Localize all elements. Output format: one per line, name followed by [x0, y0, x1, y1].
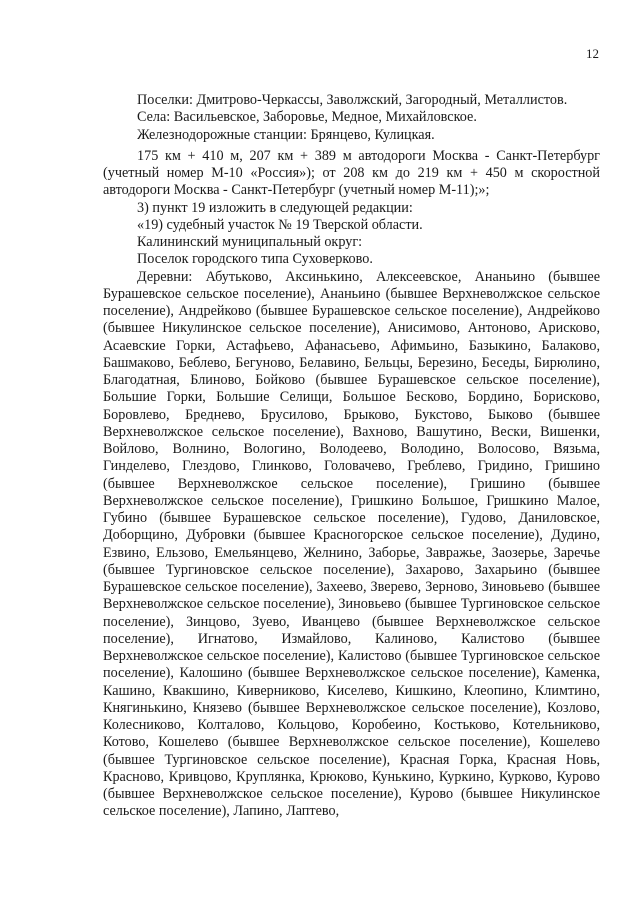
paragraph-highway: 175 км + 410 м, 207 км + 389 м автодороги Москва - Санкт-Петербург (учетный номер М-10 «Россия»); от 208 км до 219 км + 450 м скоростной автодороги Москва - Санкт-Петербург (учетный номер М-11);»;: [103, 147, 600, 199]
paragraph-villages-selo: Села: Васильевское, Заборовье, Медное, Михайловское.: [137, 109, 477, 126]
paragraph-settlements: Поселки: Дмитрово-Черкассы, Заволжский, Загородный, Металлистов.: [137, 92, 568, 108]
document-body: [103, 92, 600, 821]
paragraph-municipal-district: Калининский муниципальный округ:: [137, 234, 363, 250]
paragraph-railway-stations: Железнодорожные станции: Брянцево, Кулицкая.: [137, 126, 435, 143]
paragraph-item-19-intro: 3) пункт 19 изложить в следующей редакции:: [137, 199, 413, 216]
paragraph-urban-settlement: Поселок городского типа Суховерково.: [137, 251, 373, 268]
paragraph-villages-list: Деревни: Абутьково, Аксинькино, Алексеевское, Ананьино (бывшее Бурашевское сельское поселение), Ананьино (бывшее Верхневолжское сельское поселение), Андрейково (бывшее Бурашевское сельское поселение), Андрейково (бывшее Никулинское сельское поселение), Анисимово, Антоново, Арисково, Асаевские Горки, Астафьево, Афанасьево, Афимьино, Базыкино, Балаково, Башмаково, Беблево, Бегуново, Белавино, Бельцы, Березино, Беседы, Бирюлино, Благодатная, Блиново, Бойково (бывшее Бурашевское сельское поселение), Большие Горки, Большие Селищи, Большое Бесково, Бордино, Борисково, Боровлево, Бреднево, Брусилово, Брыково, Букстово, Быково (бывшее Верхневолжское сельское поселение), Вахново, Вашутино, Вески, Вишенки, Войлово, Волнино, Вологино, Володеево, Володино, Волосово, Вязьма, Гинделево, Глездово, Глинково, Головачево, Греблево, Гридино, Гришино (бывшее Верхневолжское сельское поселение), Гришино (бывшее Верхневолжское сельское поселение), Гришкино Большое, Гришкино Малое, Губино (бывшее Бурашевское сельское поселение), Гудово, Даниловское, Доборщино, Дубровки (бывшее Красногорское сельское поселение), Дудино, Езвино, Ельзово, Емельянцево, Желнино, Заборье, Завражье, Заозерье, Заречье (бывшее Тургиновское сельское поселение), Захарово, Захарьино (бывшее Бурашевское сельское поселение), Захеево, Зверево, Зерново, Зиновьево (бывшее Верхневолжское сельское поселение), Зиновьево (бывшее Тургиновское сельское поселение), Зинцово, Зуево, Иванцево (бывшее Верхневолжское сельское поселение), Игнатово, Измайлово, Калиново, Калистово (бывшее Верхневолжское сельское поселение), Калистово (бывшее Тургиновское сельское поселение), Калошино (бывшее Верхневолжское сельское поселение), Каменка, Кашино, Квакшино, Киверниково, Киселево, Кишкино, Клеопино, Климтино, Княгинькино, Князево (бывшее Верхневолжское сельское поселение), Козлово, Колесниково, Колталово, Кольцово, Коробеино, Костьково, Котельниково, Котово, Кошелево (бывшее Верхневолжское сельское поселение), Кошелево (бывшее Тургиновское сельское поселение), Красная Горка, Красная Новь, Красново, Кривцово, Круплянка, Крюково, Кунькино, Куркино, Курково, Курово (бывшее Верхневолжское сельское поселение), Курово (бывшее Никулинское сельское поселение), Лапино, Лаптево,: [103, 268, 600, 820]
paragraph-court-district: «19) судебный участок № 19 Тверской области.: [137, 216, 423, 233]
page-number: 12: [586, 46, 599, 61]
